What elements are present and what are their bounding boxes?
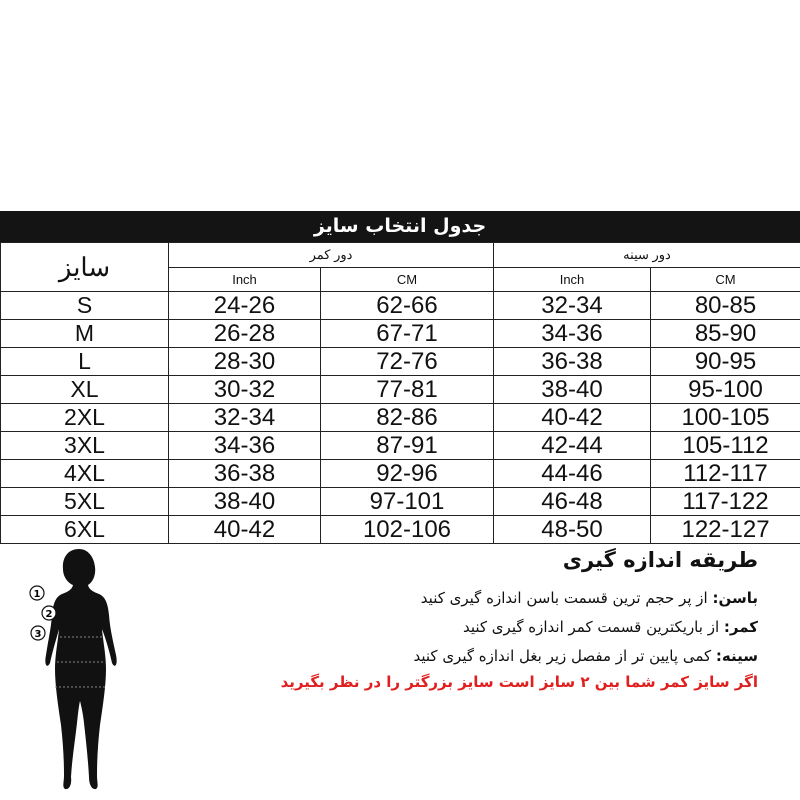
marker-3: 3 [34,629,42,640]
chest-cm-header: CM [651,268,800,292]
chest-inch-cell: 42-44 [494,432,651,460]
waist-inch-cell: 36-38 [169,460,321,488]
size-cell: S [1,292,169,320]
table-row [1,320,800,348]
chest-cm-cell: 95-100 [651,376,800,404]
chest-cm-cell: 105-112 [651,432,800,460]
table-row [1,376,800,404]
marker-1: 1 [33,589,41,600]
chest-inch-cell: 36-38 [494,348,651,376]
measurement-instructions [158,548,758,691]
table-row [1,404,800,432]
waist-inch-cell: 38-40 [169,488,321,516]
chest-inch-cell: 46-48 [494,488,651,516]
waist-inch-header: Inch [169,268,321,292]
body-figure [22,545,137,795]
chest-inch-cell: 44-46 [494,460,651,488]
waist-text: از باریکترین قسمت کمر اندازه گیری کنید [462,618,724,636]
size-cell: 2XL [1,404,169,432]
table-row [1,488,800,516]
chest-header: دور سینه [494,243,800,268]
table-row [1,348,800,376]
table-row [1,516,800,544]
waist-inch-cell: 24-26 [169,292,321,320]
chest-cm-cell: 122-127 [651,516,800,544]
chest-cm-cell: 112-117 [651,460,800,488]
size-cell: XL [1,376,169,404]
size-header: سایز [1,243,169,292]
waist-inch-cell: 34-36 [169,432,321,460]
waist-instruction [158,613,758,642]
waist-inch-cell: 26-28 [169,320,321,348]
hip-instruction [158,584,758,613]
waist-inch-cell: 30-32 [169,376,321,404]
waist-inch-cell: 40-42 [169,516,321,544]
table-row [1,460,800,488]
chest-inch-cell: 34-36 [494,320,651,348]
chest-text: کمی پایین تر از مفصل زیر بغل اندازه گیری کنید [413,647,716,665]
waist-cm-cell: 97-101 [321,488,494,516]
waist-inch-cell: 28-30 [169,348,321,376]
waist-cm-cell: 77-81 [321,376,494,404]
waist-cm-cell: 92-96 [321,460,494,488]
size-note: اگر سایز کمر شما بین ۲ سایز است سایز بزرگتر را در نظر بگیرید [280,673,758,691]
table-row [1,292,800,320]
instructions-title: طریقه اندازه گیری [562,548,758,572]
waist-cm-cell: 87-91 [321,432,494,460]
chest-inch-cell: 48-50 [494,516,651,544]
chest-cm-cell: 117-122 [651,488,800,516]
waist-header: دور کمر [169,243,494,268]
hip-label: باسن: [712,589,758,607]
waist-cm-cell: 62-66 [321,292,494,320]
chest-label: سینه: [715,647,758,665]
chest-inch-cell: 38-40 [494,376,651,404]
size-cell: 5XL [1,488,169,516]
table-row [1,432,800,460]
size-table [0,242,800,544]
chest-cm-cell: 100-105 [651,404,800,432]
size-cell: 4XL [1,460,169,488]
waist-cm-cell: 67-71 [321,320,494,348]
chest-instruction [158,642,758,671]
chest-inch-cell: 40-42 [494,404,651,432]
table-title: جدول انتخاب سایز [0,211,800,242]
marker-2: 2 [45,609,53,620]
chest-cm-cell: 80-85 [651,292,800,320]
waist-cm-cell: 72-76 [321,348,494,376]
waist-label: کمر: [723,618,758,636]
hip-text: از پر حجم ترین قسمت باسن اندازه گیری کنید [420,589,713,607]
waist-inch-cell: 32-34 [169,404,321,432]
chest-cm-cell: 85-90 [651,320,800,348]
chest-cm-cell: 90-95 [651,348,800,376]
size-cell: 3XL [1,432,169,460]
size-cell: M [1,320,169,348]
waist-cm-cell: 82-86 [321,404,494,432]
woman-silhouette-icon [22,545,137,795]
waist-cm-cell: 102-106 [321,516,494,544]
chest-inch-header: Inch [494,268,651,292]
size-cell: 6XL [1,516,169,544]
waist-cm-header: CM [321,268,494,292]
chest-inch-cell: 32-34 [494,292,651,320]
size-cell: L [1,348,169,376]
